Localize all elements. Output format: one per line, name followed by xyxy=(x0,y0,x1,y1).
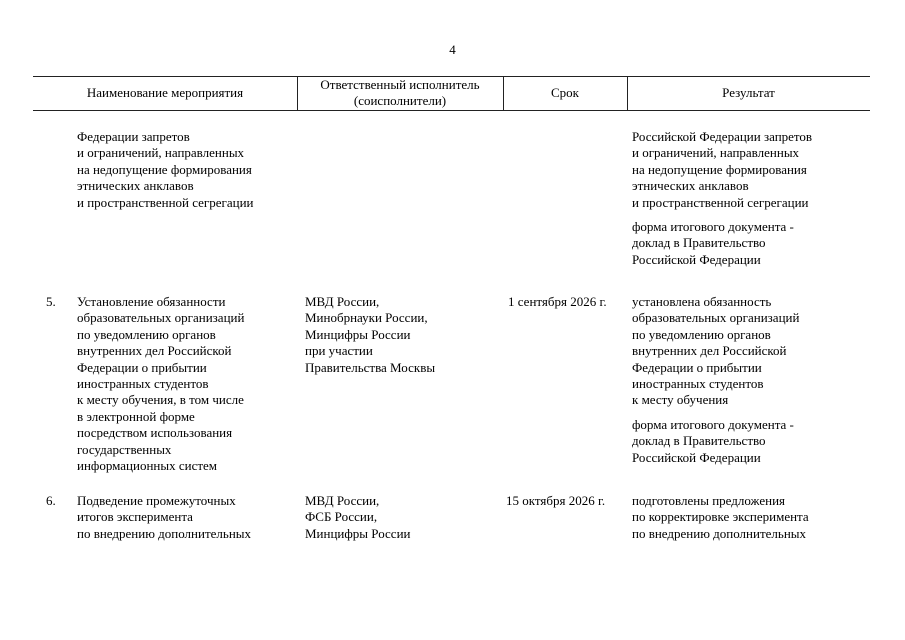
row-5-number: 5. xyxy=(46,294,56,309)
text-line: МВД России, xyxy=(305,294,380,309)
text-line: установлена обязанность xyxy=(632,294,772,309)
text-line: Федерации о прибытии xyxy=(77,359,207,375)
row-0-name xyxy=(77,129,254,211)
text-line: по внедрению дополнительных xyxy=(632,525,807,541)
text-line: к месту обучения, в том числе xyxy=(77,392,244,408)
text-line: к месту обучения xyxy=(632,392,729,408)
text-line: иностранных студентов xyxy=(77,376,209,392)
text-line: на недопущение формирования xyxy=(77,161,252,177)
header-deadline-label: Срок xyxy=(551,85,579,100)
result-document-form xyxy=(632,219,812,268)
text-line: Российской Федерации запретов xyxy=(632,129,813,144)
result-text xyxy=(632,129,812,211)
text-line: в электронной форме xyxy=(77,408,195,424)
header-executor-label: Ответственный исполнитель xyxy=(320,77,480,92)
text-line: Минцифры России xyxy=(305,326,411,342)
row-6-name xyxy=(77,493,251,542)
text-line: доклад в Правительство xyxy=(632,433,766,449)
text-line: форма итогового документа - xyxy=(632,416,794,432)
text-line: информационных систем xyxy=(77,458,218,474)
text-line: этнических анклавов xyxy=(632,178,749,194)
text-line: Подведение промежуточных xyxy=(77,493,236,508)
text-line: внутренних дел Российской xyxy=(77,343,232,359)
text-line: посредством использования xyxy=(77,425,233,441)
text-line: и ограничений, направленных xyxy=(632,145,800,161)
header-result-label: Результат xyxy=(722,85,775,100)
row-6-number: 6. xyxy=(46,493,56,508)
text-line: итогов эксперимента xyxy=(77,509,193,525)
text-line: на недопущение формирования xyxy=(632,161,807,177)
result-text xyxy=(632,294,799,409)
text-line: внутренних дел Российской xyxy=(632,343,787,359)
text-line: Федерации о прибытии xyxy=(632,359,762,375)
text-line: при участии xyxy=(305,343,373,359)
text-line: и пространственной сегрегации xyxy=(77,194,254,210)
row-6-deadline: 15 октября 2026 г. xyxy=(506,493,606,508)
row-5-executor xyxy=(305,294,435,376)
table-header-bottom-rule xyxy=(33,110,870,111)
header-name xyxy=(33,76,297,110)
text-line: подготовлены предложения xyxy=(632,493,786,508)
text-line: образовательных организаций xyxy=(77,310,245,326)
header-result xyxy=(627,76,870,110)
text-line: Установление обязанности xyxy=(77,294,226,309)
page-number: 4 xyxy=(449,42,456,57)
row-5-name xyxy=(77,294,244,474)
text-line: Минцифры России xyxy=(305,525,411,541)
row-0-result xyxy=(632,129,812,268)
text-line: форма итогового документа - xyxy=(632,219,794,235)
header-deadline xyxy=(503,76,627,110)
row-5-deadline: 1 сентября 2026 г. xyxy=(508,294,607,309)
text-line: образовательных организаций xyxy=(632,310,800,326)
row-6-result xyxy=(632,493,809,542)
result-document-form xyxy=(632,417,799,466)
text-line: ФСБ России, xyxy=(305,509,378,525)
row-6-executor xyxy=(305,493,410,542)
text-line: Российской Федерации xyxy=(632,449,761,465)
text-line: Правительства Москвы xyxy=(305,359,436,375)
text-line: и пространственной сегрегации xyxy=(632,194,809,210)
text-line: по внедрению дополнительных xyxy=(77,525,252,541)
text-line: по корректировке эксперимента xyxy=(632,509,809,525)
text-line: этнических анклавов xyxy=(77,178,194,194)
header-executor-sub-label: (соисполнители) xyxy=(353,93,447,108)
text-line: иностранных студентов xyxy=(632,376,764,392)
text-line: по уведомлению органов xyxy=(632,326,771,342)
header-executor xyxy=(297,76,503,110)
text-line: МВД России, xyxy=(305,493,380,508)
text-line: Российской Федерации xyxy=(632,251,761,267)
text-line: доклад в Правительство xyxy=(632,235,766,251)
text-line: по уведомлению органов xyxy=(77,326,216,342)
header-name-label: Наименование мероприятия xyxy=(86,85,244,100)
row-5-result xyxy=(632,294,799,466)
text-line: Минобрнауки России, xyxy=(305,310,428,326)
text-line: Федерации запретов xyxy=(77,129,190,144)
text-line: и ограничений, направленных xyxy=(77,145,245,161)
text-line: государственных xyxy=(77,441,172,457)
